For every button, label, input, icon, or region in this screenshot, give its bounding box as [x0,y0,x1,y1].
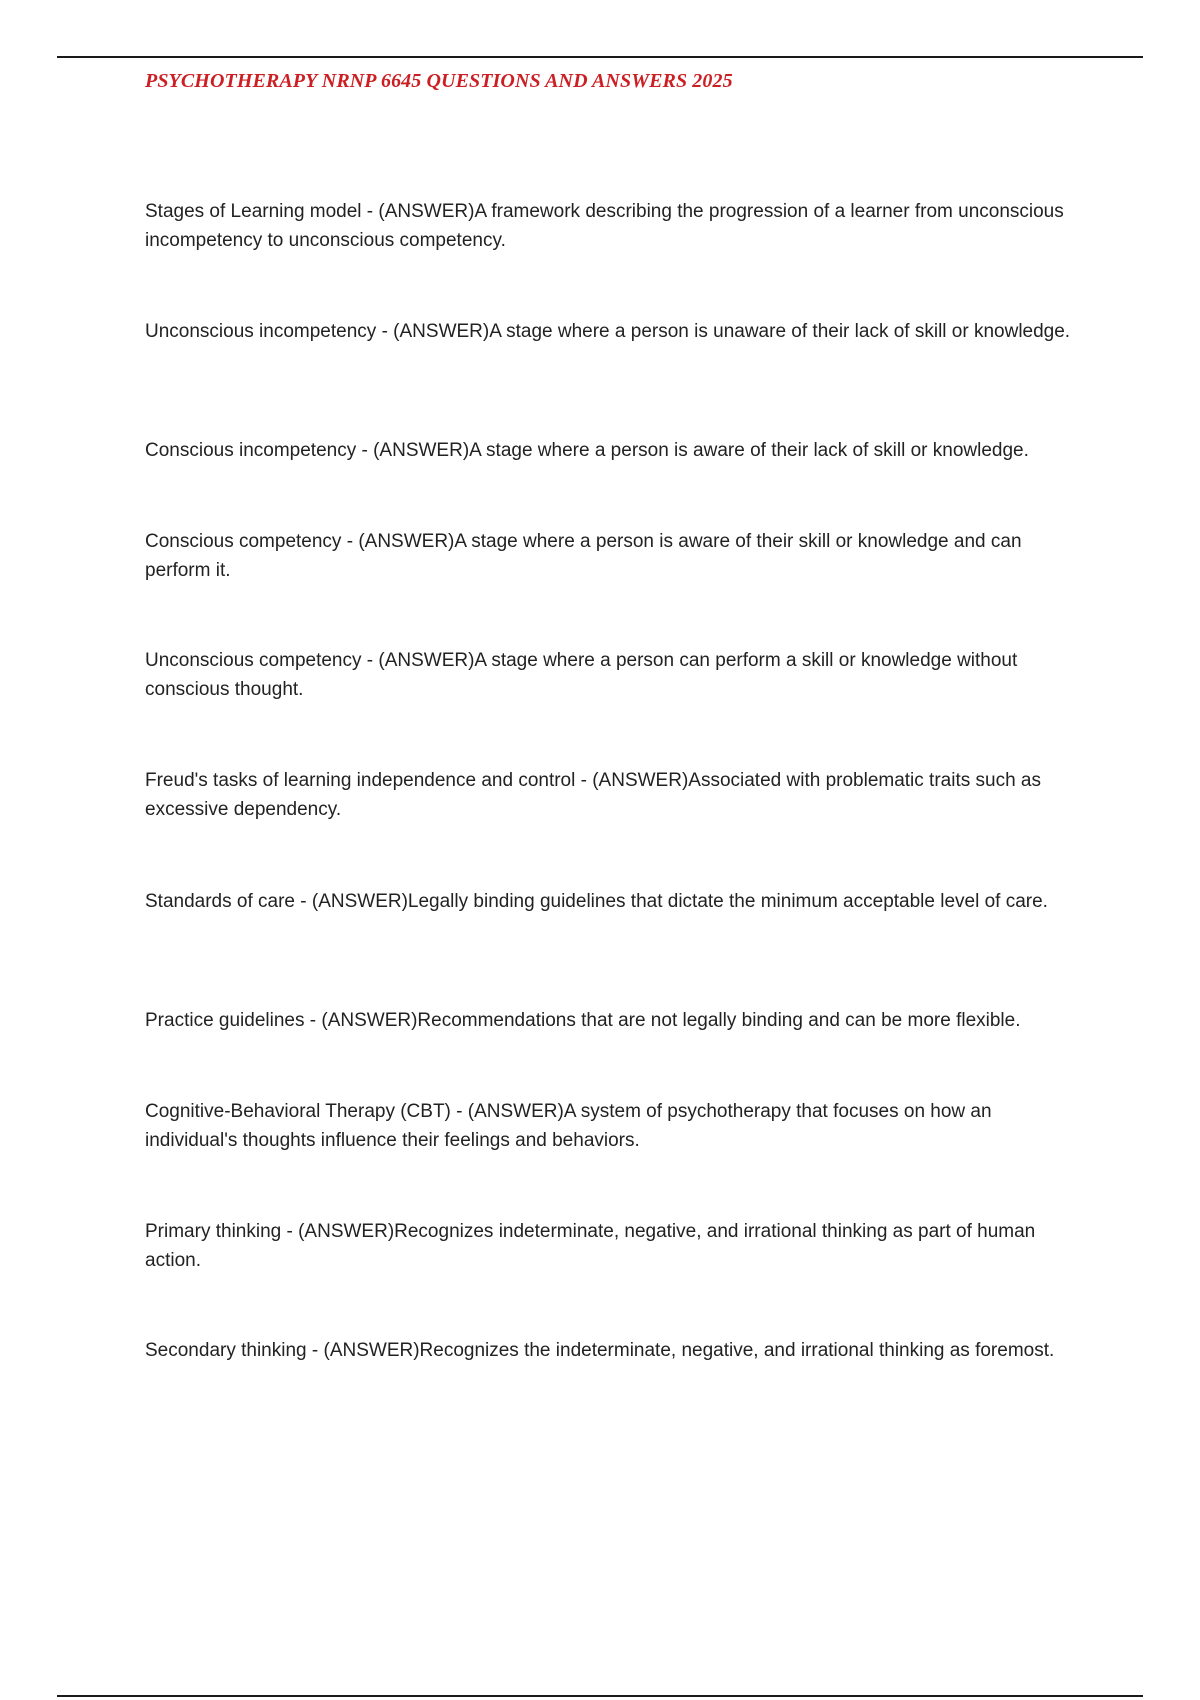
qa-entry-unconscious-incompetency: Unconscious incompetency - (ANSWER)A stage where a person is unaware of their lack of skill or knowledge. [145,321,1071,342]
qa-entry-secondary-thinking: Secondary thinking - (ANSWER)Recognizes the indeterminate, negative, and irrational thinking as foremost. [145,1340,1055,1361]
qa-entry-cbt: Cognitive-Behavioral Therapy (CBT) - (ANSWER)A system of psychotherapy that focuses on how an individual's thoughts influence their feelings and behaviors. [145,1101,992,1151]
qa-entry-stages-of-learning: Stages of Learning model - (ANSWER)A framework describing the progression of a learner from unconscious incompetency to unconscious competency. [145,201,1064,251]
qa-entry-conscious-competency: Conscious competency - (ANSWER)A stage where a person is aware of their skill or knowledge and can perform it. [145,531,1022,581]
header-rule [57,56,1143,58]
qa-entry-primary-thinking: Primary thinking - (ANSWER)Recognizes indeterminate, negative, and irrational thinking as part of human action. [145,1221,1036,1271]
qa-entry-standards-of-care: Standards of care - (ANSWER)Legally binding guidelines that dictate the minimum acceptable level of care. [145,891,1048,912]
document-title: PSYCHOTHERAPY NRNP 6645 QUESTIONS AND ANSWERS 2025 [145,70,733,92]
qa-entry-practice-guidelines: Practice guidelines - (ANSWER)Recommendations that are not legally binding and can be more flexible. [145,1010,1021,1031]
qa-entry-conscious-incompetency: Conscious incompetency - (ANSWER)A stage where a person is aware of their lack of skill or knowledge. [145,440,1029,461]
footer-rule [57,1695,1143,1697]
qa-entry-freud-tasks: Freud's tasks of learning independence and control - (ANSWER)Associated with problematic traits such as excessive dependency. [145,770,1041,820]
qa-entry-unconscious-competency: Unconscious competency - (ANSWER)A stage where a person can perform a skill or knowledge without conscious thought. [145,650,1018,700]
